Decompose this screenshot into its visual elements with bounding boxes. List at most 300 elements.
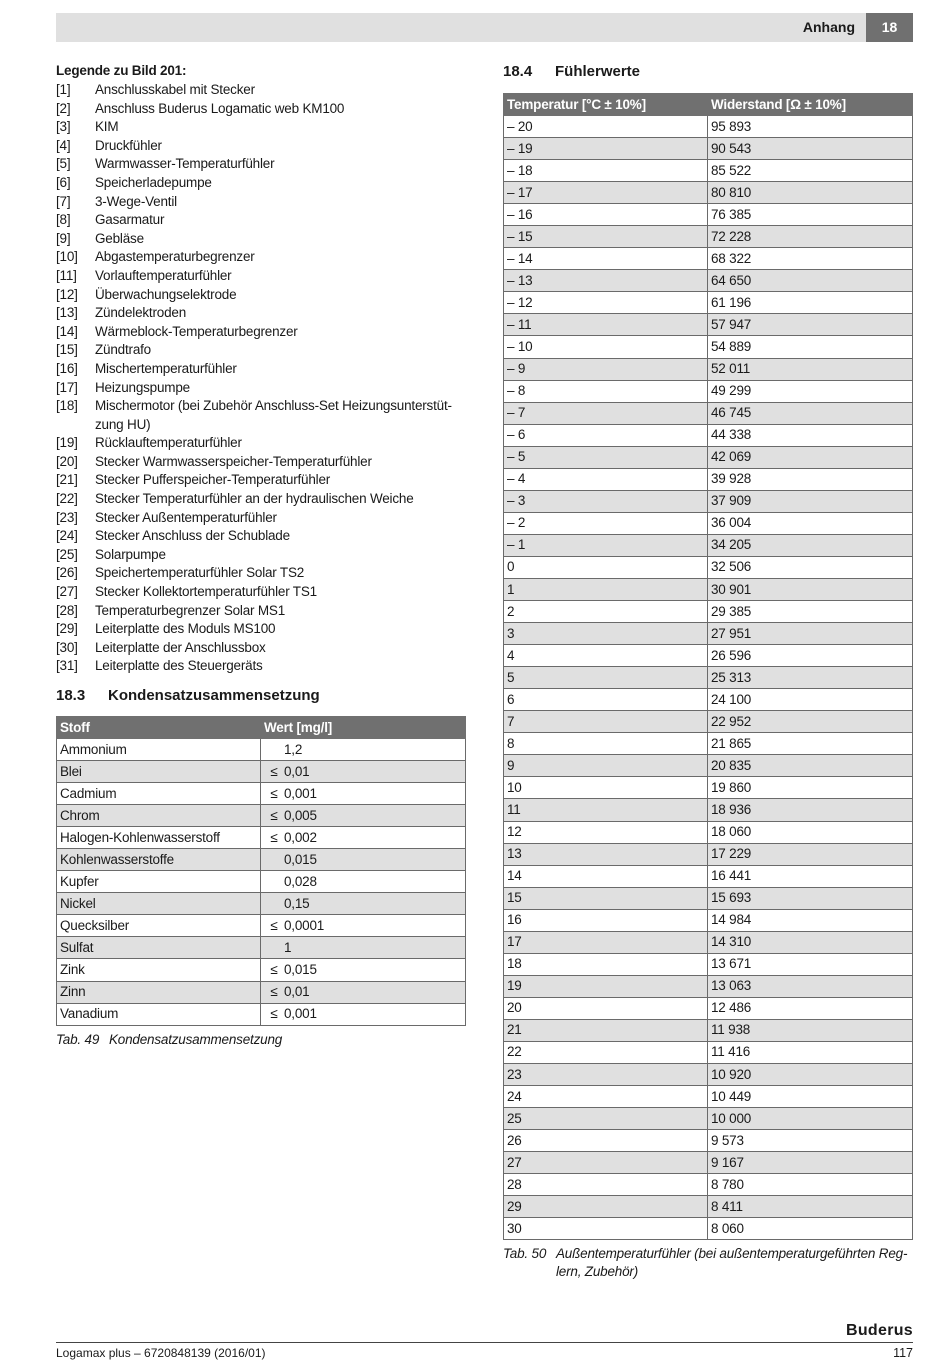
caption-label: Tab. 49: [56, 1031, 100, 1047]
resistance-cell: 14 310: [708, 931, 913, 953]
brand-logo: Buderus: [846, 1322, 913, 1339]
temperature-cell: 5: [504, 667, 708, 689]
table-row: [504, 270, 913, 292]
comparison-symbol: ≤: [270, 1006, 278, 1022]
temperature-cell: – 19: [504, 138, 708, 160]
legend-item: [56, 490, 466, 509]
temperature-cell: 26: [504, 1130, 708, 1152]
resistance-cell: 54 889: [708, 336, 913, 358]
resistance-cell: 85 522: [708, 160, 913, 182]
legend-item-text: Überwachungselektrode: [95, 286, 237, 302]
legend-item-text: Stecker Pufferspeicher-Temperaturfühler: [95, 472, 331, 488]
temperature-cell: – 4: [504, 468, 708, 490]
value-text: 0,01: [284, 984, 310, 1000]
resistance-cell: 10 000: [708, 1108, 913, 1130]
comparison-symbol: ≤: [270, 917, 278, 933]
section-title: Kondensatzusammensetzung: [108, 687, 320, 704]
column-header: Widerstand [Ω ± 10%]: [708, 94, 913, 116]
section-heading-condensate: [56, 686, 466, 706]
resistance-cell: 18 936: [708, 799, 913, 821]
table-row: [504, 380, 913, 402]
legend-item-text: Anschlusskabel mit Stecker: [95, 82, 255, 97]
table-row: [504, 667, 913, 689]
legend-item-text: Leiterplatte des Moduls MS100: [95, 621, 276, 637]
legend-item-text: Leiterplatte des Steuergeräts: [95, 658, 263, 674]
legend-item: [56, 193, 466, 212]
table-row: [504, 733, 913, 755]
value-cell: [261, 849, 466, 871]
resistance-cell: 80 810: [708, 182, 913, 204]
substance-cell: Chrom: [57, 805, 261, 827]
legend-item-number: [2]: [56, 100, 71, 116]
legend-item: [56, 248, 466, 267]
table-row: [504, 446, 913, 468]
temperature-cell: 1: [504, 578, 708, 600]
temperature-cell: 24: [504, 1086, 708, 1108]
resistance-cell: 37 909: [708, 490, 913, 512]
temperature-cell: – 18: [504, 160, 708, 182]
legend-item-text: Stecker Temperaturfühler an der hydraulischen Weiche: [95, 491, 414, 507]
legend-title: Legende zu Bild 201:: [56, 63, 187, 78]
temperature-cell: 22: [504, 1041, 708, 1063]
temperature-cell: 6: [504, 689, 708, 711]
resistance-cell: 24 100: [708, 689, 913, 711]
table-row: [504, 1041, 913, 1063]
sensor-table: [503, 93, 913, 1240]
legend-item-text: Wärmeblock-Temperaturbegrenzer: [95, 323, 298, 339]
legend-item: [56, 118, 466, 137]
legend-item-text: Druckfühler: [95, 137, 162, 153]
resistance-cell: 20 835: [708, 755, 913, 777]
value-cell: [261, 827, 466, 849]
legend-item: [56, 100, 466, 119]
resistance-cell: 64 650: [708, 270, 913, 292]
temperature-cell: – 6: [504, 424, 708, 446]
section-heading-sensor: [503, 62, 913, 82]
legend-item-number: [29]: [56, 621, 78, 637]
legend-item-number: [13]: [56, 305, 78, 321]
legend-item-text: Stecker Außentemperaturfühler: [95, 509, 277, 525]
value-text: 0,028: [284, 873, 317, 889]
legend-item-number: [26]: [56, 565, 78, 581]
temperature-cell: 11: [504, 799, 708, 821]
temperature-cell: – 17: [504, 182, 708, 204]
table-row: [504, 997, 913, 1019]
resistance-cell: 29 385: [708, 601, 913, 623]
table-row: [504, 578, 913, 600]
table-row: [57, 893, 466, 915]
resistance-cell: 16 441: [708, 865, 913, 887]
substance-cell: Sulfat: [57, 937, 261, 959]
legend-item-number: [28]: [56, 602, 78, 618]
column-header: Stoff: [57, 717, 261, 739]
resistance-cell: 95 893: [708, 116, 913, 138]
legend-item: [56, 155, 466, 174]
value-cell: [261, 783, 466, 805]
temperature-cell: 4: [504, 645, 708, 667]
page-number: 117: [893, 1346, 913, 1360]
legend-item: [56, 583, 466, 602]
table-caption: [56, 1031, 466, 1049]
legend-item-number: [18]: [56, 398, 78, 414]
value-cell: [261, 1003, 466, 1025]
value-text: 0,015: [284, 961, 317, 977]
resistance-cell: 68 322: [708, 248, 913, 270]
temperature-cell: 8: [504, 733, 708, 755]
table-row: [504, 1218, 913, 1240]
resistance-cell: 13 671: [708, 953, 913, 975]
legend-item-text: Stecker Anschluss der Schublade: [95, 528, 290, 544]
substance-cell: Kupfer: [57, 871, 261, 893]
legend-item-text: Heizungspumpe: [95, 379, 190, 395]
resistance-cell: 9 573: [708, 1130, 913, 1152]
value-text: 1: [284, 939, 292, 955]
temperature-cell: 27: [504, 1152, 708, 1174]
legend-item: [56, 564, 466, 583]
temperature-cell: 29: [504, 1196, 708, 1218]
value-text: 0,015: [284, 851, 317, 867]
legend-item-number: [20]: [56, 453, 78, 469]
legend-item: [56, 639, 466, 658]
condensate-table: [56, 716, 466, 1026]
substance-cell: Ammonium: [57, 739, 261, 761]
legend-item: [56, 267, 466, 286]
temperature-cell: – 8: [504, 380, 708, 402]
substance-cell: Blei: [57, 761, 261, 783]
resistance-cell: 22 952: [708, 711, 913, 733]
temperature-cell: – 12: [504, 292, 708, 314]
legend-item-text: Mischertemperaturfühler: [95, 360, 237, 376]
temperature-cell: 12: [504, 821, 708, 843]
table-row: [57, 937, 466, 959]
temperature-cell: 3: [504, 623, 708, 645]
legend-item: [56, 471, 466, 490]
substance-cell: Vanadium: [57, 1003, 261, 1025]
legend-item: [56, 81, 466, 100]
temperature-cell: – 16: [504, 204, 708, 226]
temperature-cell: – 3: [504, 490, 708, 512]
temperature-cell: 9: [504, 755, 708, 777]
legend-item-text: 3-Wege-Ventil: [95, 193, 177, 209]
substance-cell: Cadmium: [57, 783, 261, 805]
temperature-cell: – 5: [504, 446, 708, 468]
table-row: [504, 799, 913, 821]
table-row: [504, 909, 913, 931]
resistance-cell: 11 938: [708, 1019, 913, 1041]
table-row: [504, 865, 913, 887]
temperature-cell: – 11: [504, 314, 708, 336]
temperature-cell: 0: [504, 556, 708, 578]
resistance-cell: 61 196: [708, 292, 913, 314]
resistance-cell: 25 313: [708, 667, 913, 689]
legend-item-text: Vorlauftemperaturfühler: [95, 267, 232, 283]
table-row: [504, 314, 913, 336]
resistance-cell: 26 596: [708, 645, 913, 667]
legend-item-text: Speichertemperaturfühler Solar TS2: [95, 565, 305, 581]
legend-list: [56, 81, 466, 676]
temperature-cell: – 7: [504, 402, 708, 424]
legend-item-number: [6]: [56, 174, 71, 190]
table-row: [504, 336, 913, 358]
legend-item: [56, 620, 466, 639]
temperature-cell: – 9: [504, 358, 708, 380]
temperature-cell: 18: [504, 953, 708, 975]
temperature-cell: 2: [504, 601, 708, 623]
substance-cell: Quecksilber: [57, 915, 261, 937]
temperature-cell: – 14: [504, 248, 708, 270]
value-cell: [261, 959, 466, 981]
resistance-cell: 19 860: [708, 777, 913, 799]
value-text: 0,15: [284, 895, 310, 911]
temperature-cell: – 2: [504, 512, 708, 534]
legend-item-number: [15]: [56, 342, 78, 358]
resistance-cell: 42 069: [708, 446, 913, 468]
legend-item-text: Abgastemperaturbegrenzer: [95, 249, 255, 265]
temperature-cell: 30: [504, 1218, 708, 1240]
legend-item-text: Zündelektroden: [95, 305, 187, 321]
legend-item-number: [12]: [56, 286, 78, 302]
temperature-cell: 20: [504, 997, 708, 1019]
legend-item-text: Gasarmatur: [95, 212, 165, 228]
left-column: [56, 62, 466, 1049]
temperature-cell: 13: [504, 843, 708, 865]
header-bar: [56, 13, 913, 42]
legend-item-number: [25]: [56, 546, 78, 562]
temperature-cell: – 20: [504, 116, 708, 138]
table-row: [504, 821, 913, 843]
resistance-cell: 30 901: [708, 578, 913, 600]
table-row: [57, 827, 466, 849]
table-row: [57, 849, 466, 871]
table-row: [504, 138, 913, 160]
temperature-cell: 10: [504, 777, 708, 799]
legend-item: [56, 341, 466, 360]
resistance-cell: 10 449: [708, 1086, 913, 1108]
legend-item-number: [31]: [56, 658, 78, 674]
table-row: [504, 843, 913, 865]
comparison-symbol: ≤: [270, 961, 278, 977]
caption-label: Tab. 50: [503, 1246, 547, 1262]
footer-divider: [56, 1342, 913, 1343]
legend-item: [56, 527, 466, 546]
section-number: 18.4: [503, 63, 533, 80]
legend-item: [56, 211, 466, 230]
table-row: [504, 160, 913, 182]
resistance-cell: 14 984: [708, 909, 913, 931]
temperature-cell: – 10: [504, 336, 708, 358]
table-header-row: [57, 717, 466, 739]
table-row: [504, 1152, 913, 1174]
resistance-cell: 17 229: [708, 843, 913, 865]
resistance-cell: 32 506: [708, 556, 913, 578]
temperature-cell: 21: [504, 1019, 708, 1041]
temperature-cell: 25: [504, 1108, 708, 1130]
table-row: [504, 534, 913, 556]
legend-item-number: [8]: [56, 212, 71, 228]
table-header-row: [504, 94, 913, 116]
legend-item-text: Speicherladepumpe: [95, 174, 212, 190]
table-row: [57, 739, 466, 761]
temperature-cell: 16: [504, 909, 708, 931]
value-cell: [261, 805, 466, 827]
comparison-symbol: ≤: [270, 829, 278, 845]
comparison-symbol: ≤: [270, 785, 278, 801]
temperature-cell: – 15: [504, 226, 708, 248]
legend-item: [56, 509, 466, 528]
table-row: [504, 1086, 913, 1108]
section-title: Fühlerwerte: [555, 63, 641, 80]
legend-item-number: [19]: [56, 435, 78, 451]
table-row: [504, 490, 913, 512]
legend-item-text: Temperaturbegrenzer Solar MS1: [95, 602, 286, 618]
legend-item-number: [16]: [56, 360, 78, 376]
table-row: [504, 204, 913, 226]
temperature-cell: 17: [504, 931, 708, 953]
legend-item-number: [27]: [56, 584, 78, 600]
legend-item: [56, 379, 466, 398]
legend-item-text: KIM: [95, 119, 119, 135]
legend-item-number: [11]: [56, 267, 77, 283]
table-row: [57, 981, 466, 1003]
legend-item: [56, 360, 466, 379]
legend-item: [56, 137, 466, 156]
table-row: [504, 601, 913, 623]
resistance-cell: 46 745: [708, 402, 913, 424]
table-caption: [503, 1245, 913, 1281]
table-row: [57, 783, 466, 805]
resistance-cell: 72 228: [708, 226, 913, 248]
table-row: [504, 248, 913, 270]
footer-document-id: Logamax plus – 6720848139 (2016/01): [56, 1346, 266, 1360]
legend-item: [56, 434, 466, 453]
legend-item-text: Anschluss Buderus Logamatic web KM100: [95, 100, 345, 116]
table-row: [504, 975, 913, 997]
table-row: [504, 556, 913, 578]
table-row: [504, 358, 913, 380]
table-row: [57, 805, 466, 827]
resistance-cell: 90 543: [708, 138, 913, 160]
table-row: [504, 645, 913, 667]
table-row: [504, 623, 913, 645]
table-row: [504, 777, 913, 799]
table-row: [504, 887, 913, 909]
value-text: 0,001: [284, 785, 317, 801]
legend-item-text: Gebläse: [95, 230, 144, 246]
legend-item: [56, 546, 466, 565]
section-number: 18.3: [56, 687, 86, 704]
legend-item: [56, 453, 466, 472]
legend-item-number: [10]: [56, 249, 78, 265]
resistance-cell: 8 780: [708, 1174, 913, 1196]
legend-item: [56, 397, 466, 434]
legend-item-text: Solarpumpe: [95, 546, 166, 562]
legend-item: [56, 286, 466, 305]
table-row: [504, 689, 913, 711]
caption-text: Außentemperaturfühler (bei außentemperaturgeführten Reg-lern, Zubehör): [556, 1246, 908, 1280]
legend-item-number: [4]: [56, 137, 71, 153]
legend-item-number: [22]: [56, 491, 78, 507]
temperature-cell: 19: [504, 975, 708, 997]
column-header: Temperatur [°C ± 10%]: [504, 94, 708, 116]
temperature-cell: 15: [504, 887, 708, 909]
legend-item-number: [1]: [56, 82, 71, 97]
legend-item-text: Stecker Kollektortemperaturfühler TS1: [95, 584, 317, 600]
legend-item-number: [23]: [56, 509, 78, 525]
table-row: [504, 512, 913, 534]
substance-cell: Kohlenwasserstoffe: [57, 849, 261, 871]
resistance-cell: 12 486: [708, 997, 913, 1019]
legend-item-number: [3]: [56, 119, 71, 135]
legend-item: [56, 323, 466, 342]
substance-cell: Halogen-Kohlenwasserstoff: [57, 827, 261, 849]
temperature-cell: 14: [504, 865, 708, 887]
table-row: [504, 226, 913, 248]
resistance-cell: 39 928: [708, 468, 913, 490]
header-chapter-number: 18: [866, 13, 913, 42]
table-row: [504, 1196, 913, 1218]
condensate-table-body: [57, 739, 466, 1026]
legend-item-text: Zündtrafo: [95, 342, 151, 358]
temperature-cell: 7: [504, 711, 708, 733]
right-column: [503, 62, 913, 1281]
resistance-cell: 34 205: [708, 534, 913, 556]
legend-item: [56, 174, 466, 193]
resistance-cell: 21 865: [708, 733, 913, 755]
legend-item-number: [5]: [56, 156, 71, 172]
value-cell: [261, 739, 466, 761]
value-cell: [261, 937, 466, 959]
legend-item-text: Warmwasser-Temperaturfühler: [95, 156, 275, 172]
legend-item-number: [14]: [56, 323, 78, 339]
table-row: [504, 931, 913, 953]
legend-item-text: Stecker Warmwasserspeicher-Temperaturfühler: [95, 453, 372, 469]
table-row: [57, 761, 466, 783]
table-row: [504, 402, 913, 424]
header-section-title: Anhang: [802, 19, 855, 35]
table-row: [504, 292, 913, 314]
value-text: 0,002: [284, 829, 317, 845]
resistance-cell: 11 416: [708, 1041, 913, 1063]
resistance-cell: 57 947: [708, 314, 913, 336]
substance-cell: Zink: [57, 959, 261, 981]
resistance-cell: 8 060: [708, 1218, 913, 1240]
temperature-cell: – 13: [504, 270, 708, 292]
comparison-symbol: ≤: [270, 807, 278, 823]
table-row: [504, 182, 913, 204]
table-row: [57, 871, 466, 893]
legend-item-number: [7]: [56, 193, 71, 209]
legend-item-number: [9]: [56, 230, 71, 246]
table-row: [504, 468, 913, 490]
value-text: 0,0001: [284, 917, 325, 933]
table-row: [504, 1064, 913, 1086]
resistance-cell: 13 063: [708, 975, 913, 997]
value-cell: [261, 761, 466, 783]
sensor-table-body: [504, 116, 913, 1240]
legend-item-number: [21]: [56, 472, 78, 488]
substance-cell: Nickel: [57, 893, 261, 915]
resistance-cell: 44 338: [708, 424, 913, 446]
table-row: [57, 915, 466, 937]
table-row: [504, 1019, 913, 1041]
resistance-cell: 10 920: [708, 1064, 913, 1086]
table-row: [504, 116, 913, 138]
table-row: [57, 1003, 466, 1025]
substance-cell: Zinn: [57, 981, 261, 1003]
table-row: [504, 755, 913, 777]
resistance-cell: 76 385: [708, 204, 913, 226]
legend-item: [56, 602, 466, 621]
